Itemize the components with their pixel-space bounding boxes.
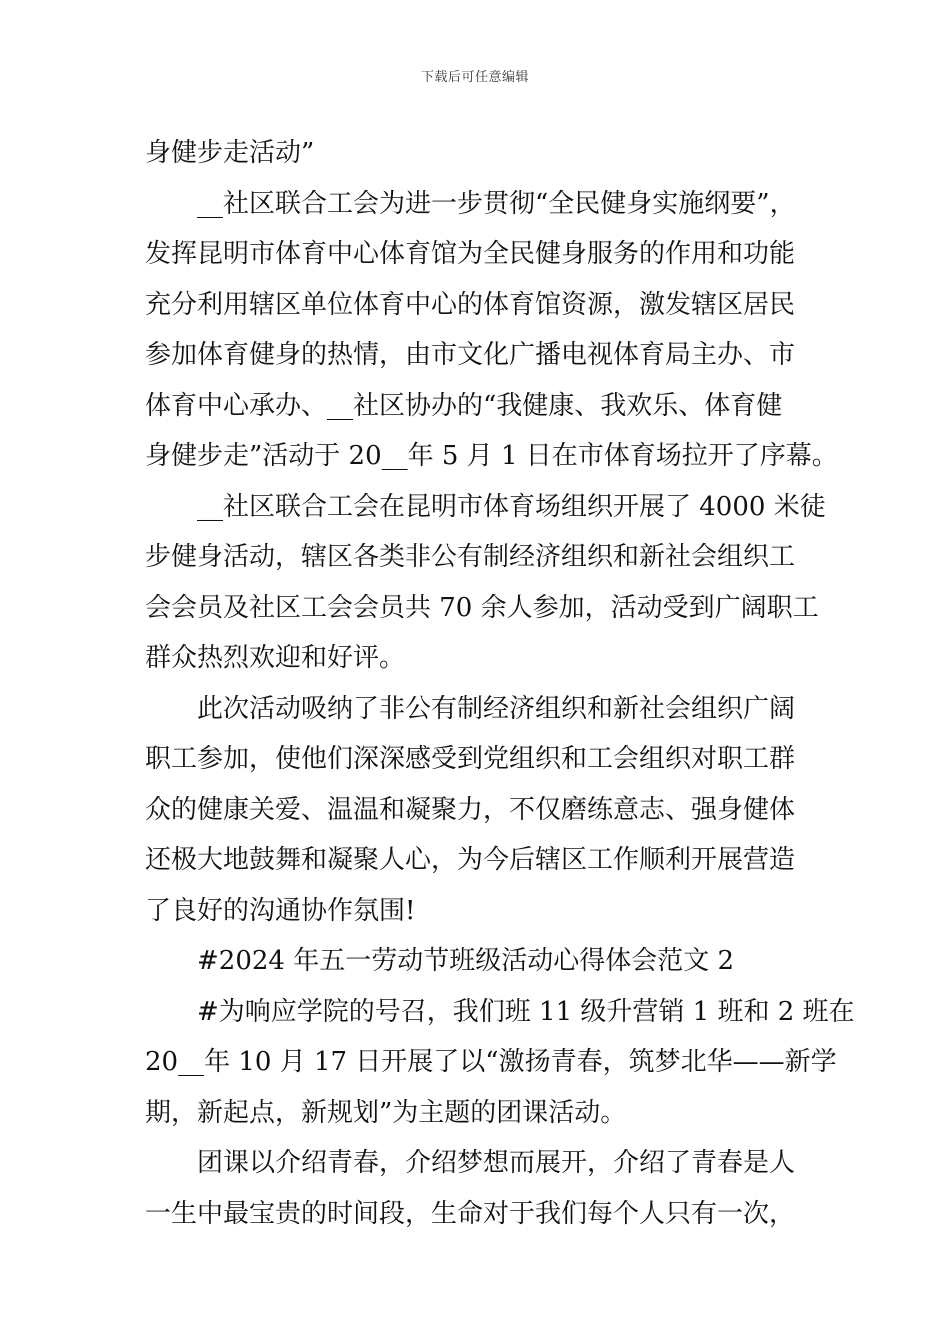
- text-line: 职工参加，使他们深深感受到党组织和工会组织对职工群: [145, 744, 796, 774]
- section-heading: #2024 年五一劳动节班级活动心得体会范文 2: [197, 946, 735, 976]
- text-line: 群众热烈欢迎和好评。: [145, 643, 406, 673]
- text-line: 参加体育健身的热情，由市文化广播电视体育局主办、市: [145, 340, 796, 370]
- text-line: 体育中心承办、__社区协办的“我健康、我欢乐、体育健: [145, 390, 783, 421]
- text-line: 身健步走活动”: [145, 138, 315, 168]
- text-line: 会会员及社区工会会员共 70 余人参加，活动受到广阔职工: [145, 592, 819, 623]
- paragraph-first-line: 此次活动吸纳了非公有制经济组织和新社会组织广阔: [197, 693, 796, 724]
- text-line: 期，新起点，新规划”为主题的团课活动。: [145, 1097, 627, 1128]
- paragraph-first-line: 团课以介绍青春，介绍梦想而展开，介绍了青春是人: [197, 1148, 796, 1178]
- paragraph-first-line: __社区联合工会为进一步贯彻“全民健身实施纲要”，: [197, 188, 796, 219]
- text-line: 众的健康关爱、温温和凝聚力，不仅磨练意志、强身健体: [145, 794, 796, 825]
- text-line: 发挥昆明市体育中心体育馆为全民健身服务的作用和功能: [145, 239, 796, 269]
- paragraph-first-line: __社区联合工会在昆明市体育场组织开展了 4000 米徒: [197, 491, 826, 522]
- paragraph-first-line: #为响应学院的号召，我们班 11 级升营销 1 班和 2 班在: [197, 996, 855, 1027]
- document-body: [145, 128, 855, 1239]
- text-line: 一生中最宝贵的时间段，生命对于我们每个人只有一次，: [145, 1198, 796, 1229]
- text-line: 了良好的沟通协作氛围!: [145, 895, 416, 926]
- text-line: 充分利用辖区单位体育中心的体育馆资源，激发辖区居民: [145, 289, 796, 320]
- page-header: 下载后可任意编辑: [420, 70, 529, 85]
- text-line: 身健步走”活动于 20__年 5 月 1 日在市体育场拉开了序幕。: [145, 441, 838, 471]
- text-line: 步健身活动，辖区各类非公有制经济组织和新社会组织工: [145, 542, 796, 572]
- text-line: 还极大地鼓舞和凝聚人心，为今后辖区工作顺利开展营造: [145, 845, 796, 875]
- text-line: 20__年 10 月 17 日开展了以“激扬青春，筑梦北华——新学: [145, 1047, 837, 1077]
